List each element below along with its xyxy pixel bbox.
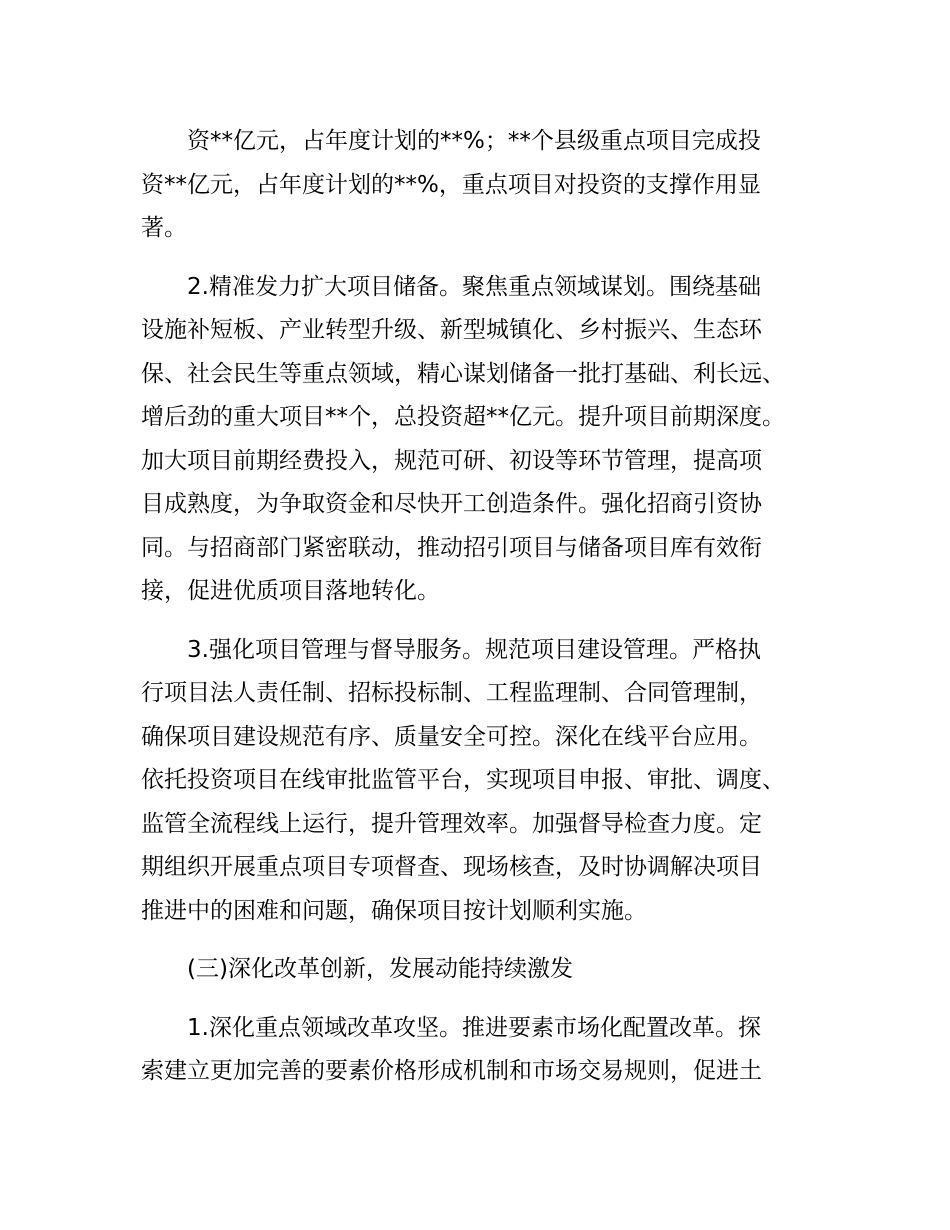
paragraph-1 bbox=[141, 120, 821, 251]
text-line: 推进中的困难和问题，确保项目按计划顺利实施。 bbox=[141, 897, 647, 924]
text-line: 同。与招商部门紧密联动，推动招引项目与储备项目库有效衔 bbox=[141, 534, 762, 561]
text-line: 确保项目建设规范有序、质量安全可控。深化在线平台应用。 bbox=[141, 723, 762, 750]
text-line: 1.深化重点领域改革攻坚。推进要素市场化配置改革。探 bbox=[187, 1014, 761, 1041]
text-line: 保、社会民生等重点领域，精心谋划储备一批打基础、利长远、 bbox=[141, 360, 785, 387]
paragraph-5 bbox=[141, 1007, 821, 1094]
text-line: 期组织开展重点项目专项督查、现场核查，及时协调解决项目 bbox=[141, 854, 762, 880]
section-heading bbox=[141, 948, 821, 992]
paragraph-3 bbox=[141, 629, 821, 934]
text-line: 资**亿元，占年度计划的**%；**个县级重点项目完成投 bbox=[187, 128, 761, 154]
body-text bbox=[141, 120, 821, 1094]
text-line: 设施补短板、产业转型升级、新型城镇化、乡村振兴、生态环 bbox=[141, 317, 762, 343]
text-line: 接，促进优质项目落地转化。 bbox=[141, 578, 440, 604]
text-line: 行项目法人责任制、招标投标制、工程监理制、合同管理制， bbox=[141, 680, 762, 706]
text-line: 增后劲的重大项目**个，总投资超**亿元。提升项目前期深度。 bbox=[141, 404, 785, 430]
text-line: 依托投资项目在线审批监管平台，实现项目申报、审批、调度、 bbox=[141, 767, 785, 793]
text-line: 索建立更加完善的要素价格形成机制和市场交易规则，促进土 bbox=[141, 1058, 762, 1084]
text-line: 监管全流程线上运行，提升管理效率。加强督导检查力度。定 bbox=[141, 810, 762, 837]
text-line: 目成熟度，为争取资金和尽快开工创造条件。强化招商引资协 bbox=[141, 491, 762, 517]
text-line: 3.强化项目管理与督导服务。规范项目建设管理。严格执 bbox=[187, 636, 761, 663]
paragraph-2 bbox=[141, 266, 821, 614]
text-line: 加大项目前期经费投入，规范可研、初设等环节管理，提高项 bbox=[141, 447, 762, 474]
text-line: 著。 bbox=[141, 215, 187, 241]
heading-line: (三)深化改革创新，发展动能持续激发 bbox=[187, 956, 573, 982]
text-line: 资**亿元，占年度计划的**%，重点项目对投资的支撑作用显 bbox=[141, 171, 761, 198]
text-line: 2.精准发力扩大项目储备。聚焦重点领域谋划。围绕基础 bbox=[187, 273, 761, 300]
